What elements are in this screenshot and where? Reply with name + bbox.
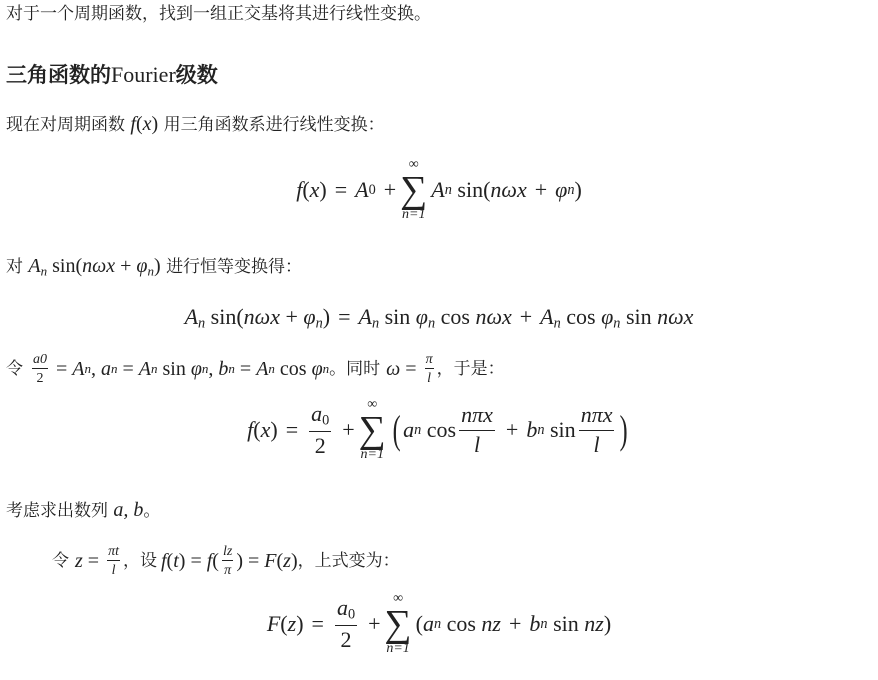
paragraph-2: 对 $A_n$ $\sin(n\omega x + \varphi_n)$ 进行恒等变换得： <box>6 255 303 279</box>
equation-2: $A_n$ $\sin(n\omega x + \varphi_n) = A_n$ $\sin \varphi_n$ $\cos n\omega x + A_n$ $\cos \varphi_n$ sin nωx <box>184 304 694 332</box>
paragraph-4-end: 。 <box>143 501 161 521</box>
paragraph-3-text: 令 <box>6 359 23 379</box>
paragraph-3-text3: ，于是： <box>436 359 505 379</box>
paragraph-2-text2: 进行恒等变换得： <box>166 257 303 277</box>
paragraph-3-text2: 同时 <box>346 359 381 379</box>
paragraph-5-text: 令 <box>52 551 69 571</box>
section-title-part2: 级数 <box>175 63 218 87</box>
paragraph-5: 令 z = $\frac{\pi t}{l}$ ，设 f ( t ) = f ( $\frac{lz}{\pi}$ ) = F ( z ) ，上式变为： <box>52 543 400 578</box>
paragraph-1-text2: 用三角函数系进行线性变换： <box>163 115 385 135</box>
paragraph-4 <box>6 498 160 523</box>
paragraph-5-text2: ，设 <box>122 551 157 571</box>
intro-text: 对于一个周期函数，找到一组正交基将其进行线性变换。 <box>6 4 431 24</box>
paragraph-2-text: 对 <box>6 257 23 277</box>
equation-3: f ( x ) = $\frac{a_0}{2}$ + ∞ ∑ n=1 ( a n cos $\frac{\text{nπx}}{l}$ + b n sin $\frac{\text{nπx}}{l}$ ) <box>247 397 629 462</box>
paragraph-5-text3: ，上式变为： <box>297 551 400 571</box>
sum-symbol: ∞ ∑ n=1 <box>400 157 428 222</box>
paragraph-1: 现在对周期函数 f(x) 用三角函数系进行线性变换： <box>6 113 385 135</box>
section-title-part1: 三角函数的 <box>6 63 111 87</box>
section-title <box>6 60 218 90</box>
section-title-fourier: Fourier <box>111 62 176 87</box>
equation-4: F ( z ) = $\frac{a_0}{2}$ + ∞ ∑ n=1 ( a n cos nz + b n sin nz ) <box>266 591 612 656</box>
paragraph-3: 令 $\frac{a0}{2}$ = A n , a n = A n sin φ n , b n = A n cos φ n 。 同时 ω = $\frac{\pi}{l}$ ，于是： <box>6 351 505 386</box>
paragraph-1-text: 现在对周期函数 <box>6 115 125 135</box>
paragraph-4-text: 考虑求出数列 <box>6 501 108 521</box>
paragraph-4-math: a, b <box>113 499 144 521</box>
equation-1: f ( x ) = A 0 + ∞ ∑ n=1 A n sin( nωx + φ n ) <box>296 157 582 222</box>
paragraph-1-math: f <box>130 113 136 135</box>
